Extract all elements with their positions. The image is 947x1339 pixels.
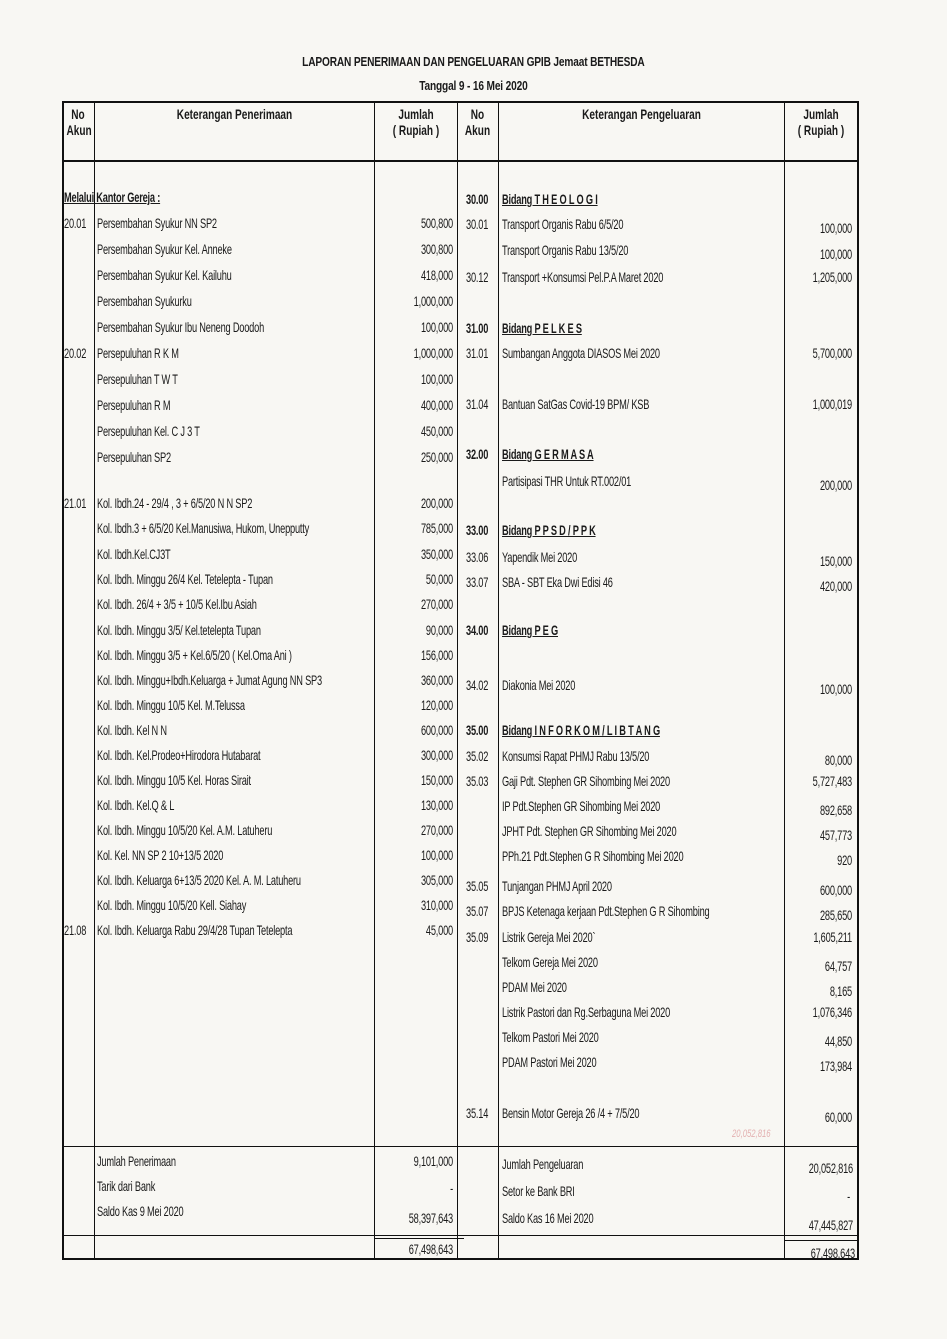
expense-akun: 35.03 — [466, 773, 489, 789]
expense-keterangan: Transport Organis Rabu 13/5/20 — [502, 242, 629, 258]
expense-bidang-heading: Bidang P P S D / P P K — [502, 522, 596, 538]
receipt-jumlah: 100,000 — [420, 319, 453, 335]
report-date: Tanggal 9 - 16 Mei 2020 — [419, 78, 528, 93]
receipt-jumlah: 200,000 — [420, 495, 453, 511]
expense-keterangan: Yapendik Mei 2020 — [502, 549, 578, 565]
receipt-keterangan: Persembahan Syukurku — [97, 293, 192, 309]
receipt-jumlah: 100,000 — [420, 847, 453, 863]
header-jumlah-left: Jumlah ( Rupiah ) — [392, 106, 440, 138]
expense-keterangan: PDAM Mei 2020 — [502, 979, 567, 995]
receipt-jumlah: 1,000,000 — [413, 345, 453, 361]
expense-akun: 30.12 — [466, 269, 489, 285]
expense-jumlah: 60,000 — [824, 1109, 852, 1125]
label-saldo-akhir: Saldo Kas 16 Mei 2020 — [502, 1210, 594, 1226]
receipt-jumlah: 500,800 — [420, 215, 453, 231]
expense-jumlah: 100,000 — [819, 681, 852, 697]
receipt-keterangan: Kol. Ibdh.24 - 29/4 , 3 + 6/5/20 N N SP2 — [97, 495, 253, 511]
expense-akun: 31.00 — [466, 320, 489, 336]
expense-jumlah: 1,605,211 — [813, 929, 852, 945]
expense-keterangan: PDAM Pastori Mei 2020 — [502, 1054, 597, 1070]
receipt-keterangan: Kol. Ibdh. Keluarga Rabu 29/4/28 Tupan Tetelepta — [97, 922, 293, 938]
expense-akun: 34.02 — [466, 677, 489, 693]
expense-akun: 35.02 — [466, 748, 489, 764]
receipt-akun: 21.08 — [64, 922, 87, 938]
expense-jumlah: 5,700,000 — [812, 345, 852, 361]
receipt-keterangan: Kol. Ibdh. Minggu 3/5 + Kel.6/5/20 ( Kel.Oma Ani ) — [97, 647, 292, 663]
expense-keterangan: Transport Organis Rabu 6/5/20 — [502, 216, 624, 232]
receipt-jumlah: 300,000 — [420, 747, 453, 763]
expense-akun: 35.00 — [466, 722, 489, 738]
expense-keterangan: JPHT Pdt. Stephen GR Sihombing Mei 2020 — [502, 823, 677, 839]
receipt-jumlah: 100,000 — [420, 371, 453, 387]
receipt-jumlah: 310,000 — [420, 897, 453, 913]
value-grand-total-left: 67,498,643 — [408, 1241, 453, 1257]
receipt-keterangan: Kol. Ibdh.Kel.CJ3T — [97, 546, 171, 562]
receipt-keterangan: Kol. Ibdh. Minggu 3/5/ Kel.tetelepta Tupan — [97, 622, 261, 638]
receipt-akun: 20.02 — [64, 345, 87, 361]
receipt-keterangan: Kol. Ibdh. Kel N N — [97, 722, 167, 738]
label-tarik-bank: Tarik dari Bank — [97, 1178, 156, 1194]
expense-bidang-heading: Bidang I N F O R K O M / L I B T A N G — [502, 722, 660, 738]
expense-keterangan: Bensin Motor Gereja 26 /4 + 7/5/20 — [502, 1105, 640, 1121]
header-no-akun: No Akun — [66, 106, 92, 138]
receipt-keterangan: Persembahan Syukur Ibu Neneng Doodoh — [97, 319, 265, 335]
expense-keterangan: Tunjangan PHMJ April 2020 — [502, 878, 612, 894]
receipt-jumlah: 450,000 — [420, 423, 453, 439]
expense-bidang-heading: Bidang T H E O L O G I — [502, 191, 598, 207]
receipt-keterangan: Persepuluhan SP2 — [97, 449, 171, 465]
value-saldo-awal: 58,397,643 — [408, 1210, 453, 1226]
expense-jumlah: 1,000,019 — [812, 396, 852, 412]
receipt-keterangan: Kol. Ibdh. Kel.Q & L — [97, 797, 175, 813]
pencil-note: 20,052,816 — [732, 1128, 771, 1140]
receipt-jumlah: 300,800 — [420, 241, 453, 257]
expense-keterangan: IP Pdt.Stephen GR Sihombing Mei 2020 — [502, 798, 661, 814]
receipt-jumlah: 600,000 — [420, 722, 453, 738]
header-no-akun-right: No Akun — [464, 106, 491, 138]
receipt-keterangan: Kol. Ibdh. Minggu 10/5/20 Kell. Siahay — [97, 897, 247, 913]
expense-jumlah: 892,658 — [819, 802, 852, 818]
receipt-jumlah: 350,000 — [420, 546, 453, 562]
receipt-jumlah: 305,000 — [420, 872, 453, 888]
value-setor-bank: - — [847, 1188, 850, 1204]
receipt-keterangan: Persembahan Syukur NN SP2 — [97, 215, 217, 231]
receipt-keterangan: Kol. Ibdh. Minggu 10/5/20 Kel. A.M. Latuheru — [97, 822, 273, 838]
expense-jumlah: 100,000 — [819, 220, 852, 236]
header-jumlah-right: Jumlah ( Rupiah ) — [797, 106, 845, 138]
expense-jumlah: 600,000 — [819, 882, 852, 898]
expense-keterangan: Listrik Pastori dan Rg.Serbaguna Mei 2020 — [502, 1004, 671, 1020]
receipt-akun: 20.01 — [64, 215, 87, 231]
receipt-jumlah: 270,000 — [420, 596, 453, 612]
expense-bidang-heading: Bidang P E L K E S — [502, 320, 582, 336]
receipt-keterangan: Melalui Kantor Gereja : — [64, 189, 161, 205]
expense-akun: 35.09 — [466, 929, 489, 945]
expense-akun: 32.00 — [466, 446, 489, 462]
value-jumlah-pengeluaran: 20,052,816 — [808, 1160, 853, 1176]
expense-akun: 35.07 — [466, 903, 489, 919]
label-setor-bank: Setor ke Bank BRI — [502, 1183, 575, 1199]
value-saldo-akhir: 47,445,827 — [808, 1217, 853, 1233]
receipt-keterangan: Persembahan Syukur Kel. Kailuhu — [97, 267, 232, 283]
receipt-jumlah: 150,000 — [420, 772, 453, 788]
receipt-keterangan: Persepuluhan Kel. C J 3 T — [97, 423, 200, 439]
header-keterangan-penerimaan: Keterangan Penerimaan — [176, 106, 293, 122]
expense-akun: 31.01 — [466, 345, 489, 361]
receipt-keterangan: Kol. Ibdh. Keluarga 6+13/5 2020 Kel. A. M. Latuheru — [97, 872, 301, 888]
expense-keterangan: Partisipasi THR Untuk RT.002/01 — [502, 473, 632, 489]
expense-akun: 33.06 — [466, 549, 489, 565]
expense-jumlah: 920 — [837, 852, 852, 868]
expense-akun: 34.00 — [466, 622, 489, 638]
receipt-keterangan: Persepuluhan R K M — [97, 345, 179, 361]
receipt-keterangan: Persepuluhan T W T — [97, 371, 178, 387]
receipt-jumlah: 45,000 — [425, 922, 453, 938]
receipt-keterangan: Kol. Ibdh. Minggu 10/5 Kel. Horas Sirait — [97, 772, 251, 788]
label-jumlah-penerimaan: Jumlah Penerimaan — [97, 1153, 176, 1169]
value-tarik-bank: - — [450, 1180, 453, 1196]
receipt-jumlah: 360,000 — [420, 672, 453, 688]
expense-keterangan: BPJS Ketenaga kerjaan Pdt.Stephen G R Sihombing — [502, 903, 710, 919]
expense-jumlah: 457,773 — [819, 827, 852, 843]
expense-keterangan: Gaji Pdt. Stephen GR Sihombing Mei 2020 — [502, 773, 670, 789]
receipt-keterangan: Kol. Ibdh. Minggu+Ibdh.Keluarga + Jumat Agung NN SP3 — [97, 672, 322, 688]
expense-jumlah: 285,650 — [819, 907, 852, 923]
expense-bidang-heading: Bidang G E R M A S A — [502, 446, 594, 462]
receipt-keterangan: Kol. Ibdh. Minggu 26/4 Kel. Tetelepta - Tupan — [97, 571, 273, 587]
expense-keterangan: Listrik Gereja Mei 2020` — [502, 929, 596, 945]
receipt-jumlah: 50,000 — [425, 571, 453, 587]
expense-jumlah: 1,076,346 — [812, 1004, 852, 1020]
expense-akun: 35.05 — [466, 878, 489, 894]
expense-jumlah: 80,000 — [824, 752, 852, 768]
receipt-jumlah: 418,000 — [420, 267, 453, 283]
expense-jumlah: 420,000 — [819, 578, 852, 594]
receipt-keterangan: Kol. Ibdh. Kel.Prodeo+Hirodora Hutabarat — [97, 747, 261, 763]
receipt-jumlah: 270,000 — [420, 822, 453, 838]
label-saldo-awal: Saldo Kas 9 Mei 2020 — [97, 1203, 184, 1219]
expense-keterangan: PPh.21 Pdt.Stephen G R Sihombing Mei 2020 — [502, 848, 684, 864]
expense-akun: 35.14 — [466, 1105, 489, 1121]
expense-jumlah: 44,850 — [824, 1033, 852, 1049]
header-keterangan-pengeluaran: Keterangan Pengeluaran — [582, 106, 701, 122]
expense-keterangan: Telkom Pastori Mei 2020 — [502, 1029, 599, 1045]
expense-keterangan: Transport +Konsumsi Pel.P.A Maret 2020 — [502, 269, 664, 285]
receipt-keterangan: Persembahan Syukur Kel. Anneke — [97, 241, 232, 257]
expense-bidang-heading: Bidang P E G — [502, 622, 558, 638]
receipt-jumlah: 400,000 — [420, 397, 453, 413]
receipt-keterangan: Kol. Ibdh. 26/4 + 3/5 + 10/5 Kel.Ibu Asiah — [97, 596, 257, 612]
expense-jumlah: 200,000 — [819, 477, 852, 493]
expense-keterangan: Konsumsi Rapat PHMJ Rabu 13/5/20 — [502, 748, 650, 764]
receipt-jumlah: 120,000 — [420, 697, 453, 713]
expense-jumlah: 1,205,000 — [812, 269, 852, 285]
expense-keterangan: SBA - SBT Eka Dwi Edisi 46 — [502, 574, 613, 590]
expense-akun: 33.07 — [466, 574, 489, 590]
expense-akun: 31.04 — [466, 396, 489, 412]
expense-jumlah: 150,000 — [819, 553, 852, 569]
receipt-jumlah: 130,000 — [420, 797, 453, 813]
receipt-akun: 21.01 — [64, 495, 87, 511]
receipt-jumlah: 1,000,000 — [413, 293, 453, 309]
receipt-keterangan: Kol. Ibdh. Minggu 10/5 Kel. M.Telussa — [97, 697, 245, 713]
expense-jumlah: 173,984 — [819, 1058, 852, 1074]
expense-akun: 33.00 — [466, 522, 489, 538]
value-jumlah-penerimaan: 9,101,000 — [413, 1153, 453, 1169]
expense-akun: 30.01 — [466, 216, 489, 232]
expense-jumlah: 5,727,483 — [812, 773, 852, 789]
expense-jumlah: 64,757 — [824, 958, 852, 974]
receipt-jumlah: 90,000 — [425, 622, 453, 638]
expense-jumlah: 100,000 — [819, 246, 852, 262]
expense-akun: 30.00 — [466, 191, 489, 207]
receipt-keterangan: Persepuluhan R M — [97, 397, 171, 413]
expense-keterangan: Telkom Gereja Mei 2020 — [502, 954, 598, 970]
expense-keterangan: Sumbangan Anggota DIASOS Mei 2020 — [502, 345, 660, 361]
expense-jumlah: 8,165 — [829, 983, 852, 999]
expense-keterangan: Diakonia Mei 2020 — [502, 677, 576, 693]
label-jumlah-pengeluaran: Jumlah Pengeluaran — [502, 1156, 584, 1172]
report-title: LAPORAN PENERIMAAN DAN PENGELUARAN GPIB Jemaat BETHESDA — [302, 54, 645, 69]
receipt-jumlah: 250,000 — [420, 449, 453, 465]
value-grand-total-right: 67,498,643 — [810, 1245, 855, 1261]
receipt-keterangan: Kol. Ibdh.3 + 6/5/20 Kel.Manusiwa, Hukom, Unepputty — [97, 520, 310, 536]
expense-keterangan: Bantuan SatGas Covid-19 BPM/ KSB — [502, 396, 650, 412]
receipt-jumlah: 785,000 — [420, 520, 453, 536]
receipt-keterangan: Kol. Kel. NN SP 2 10+13/5 2020 — [97, 847, 224, 863]
receipt-jumlah: 156,000 — [420, 647, 453, 663]
